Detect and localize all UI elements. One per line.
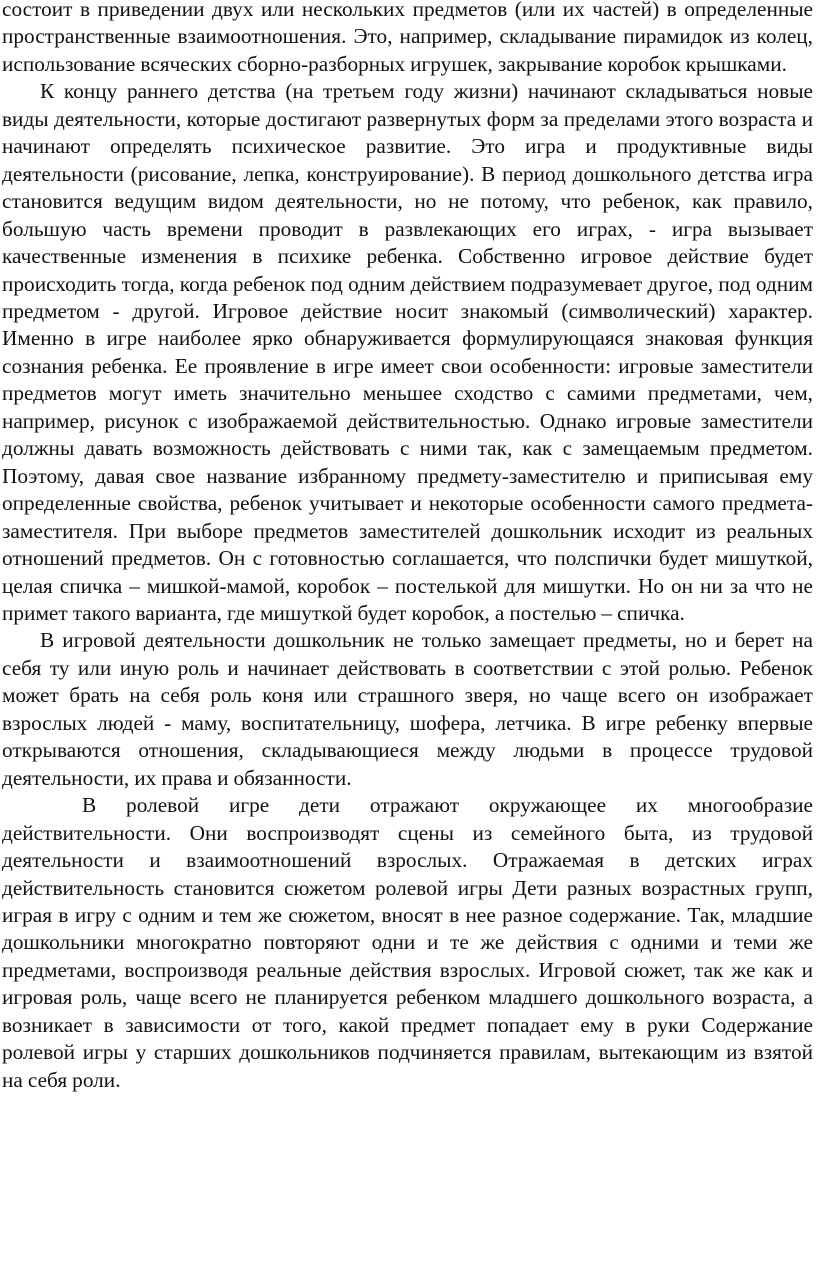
paragraph-role-play: В ролевой игре дети отражают окружающее их многообразие действительности. Они воспроизводят сцены из семейного быта, из трудовой деятельности и взаимоотношений взрослых. Отражаемая в детских играх действительность становится сюжетом ролевой игры Дети разных возрастных групп, играя в игру с одним и тем же сюжетом, вносят в нее разное содержание. Так, младшие дошкольники многократно повторяют одни и те же действия с одними и теми же предметами, воспроизводя реальные действия взрослых. Игровой сюжет, так же как и игровая роль, чаще всего не планируется ребенком младшего дошкольного возраста, а возникает в зависимости от того, какой предмет попадает ему в руки Содержание ролевой игры у старших дошкольников подчиняется правилам, вытекающим из взятой на себя роли.	[2, 793, 813, 1092]
paragraph-play-activity: В игровой деятельности дошкольник не только замещает предметы, но и берет на себя ту или иную роль и начинает действовать в соответствии с этой ролью. Ребенок может брать на себя роль коня или страшного зверя, но чаще всего он изображает взрослых людей - маму, воспитательницу, шофера, летчика. В игре ребенку впервые открываются отношения, складывающиеся между людьми в процессе трудовой деятельности, их права и обязанности.	[2, 628, 813, 790]
paragraph-early-childhood: К концу раннего детства (на третьем году жизни) начинают складываться новые виды деятельности, которые достигают развернутых форм за пределами этого возраста и начинают определять психическое развитие. Это игра и продуктивные виды деятельности (рисование, лепка, конструирование). В период дошкольного детства игра становится ведущим видом деятельности, но не потому, что ребенок, как правило, большую часть времени проводит в развлекающих его играх, - игра вызывает качественные изменения в психике ребенка. Собственно игровое действие будет происходить тогда, когда ребенок под одним действием подразумевает другое, под одним предметом - другой. Игровое действие носит знакомый (символический) характер. Именно в игре наиболее ярко обнаруживается формулирующаяся знаковая функция сознания ребенка. Ее проявление в игре имеет свои особенности: игровые заместители предметов могут иметь значительно меньшее сходство с самими предметами, чем, например, рисунок с изображаемой действительностью. Однако игровые заместители должны давать возможность действовать с ними так, как с замещаемым предметом. Поэтому, давая свое название избранному предмету-заместителю и приписывая ему определенные свойства, ребенок учитывает и некоторые особенности самого предмета-заместителя. При выборе предметов заместителей дошкольник исходит из реальных отношений предметов. Он с готовностью соглашается, что полспички будет мишуткой, целая спичка – мишкой-мамой, коробок – постелькой для мишутки. Но он ни за что не примет такого варианта, где мишуткой будет коробок, а постелью – спичка.	[2, 79, 813, 625]
paragraph-continued: состоит в приведении двух или нескольких предметов (или их частей) в определенные пространственные взаимоотношения. Это, например, складывание пирамидок из колец, использование всяческих сборно-разборных игрушек, закрывание коробок крышками.	[2, 0, 813, 76]
